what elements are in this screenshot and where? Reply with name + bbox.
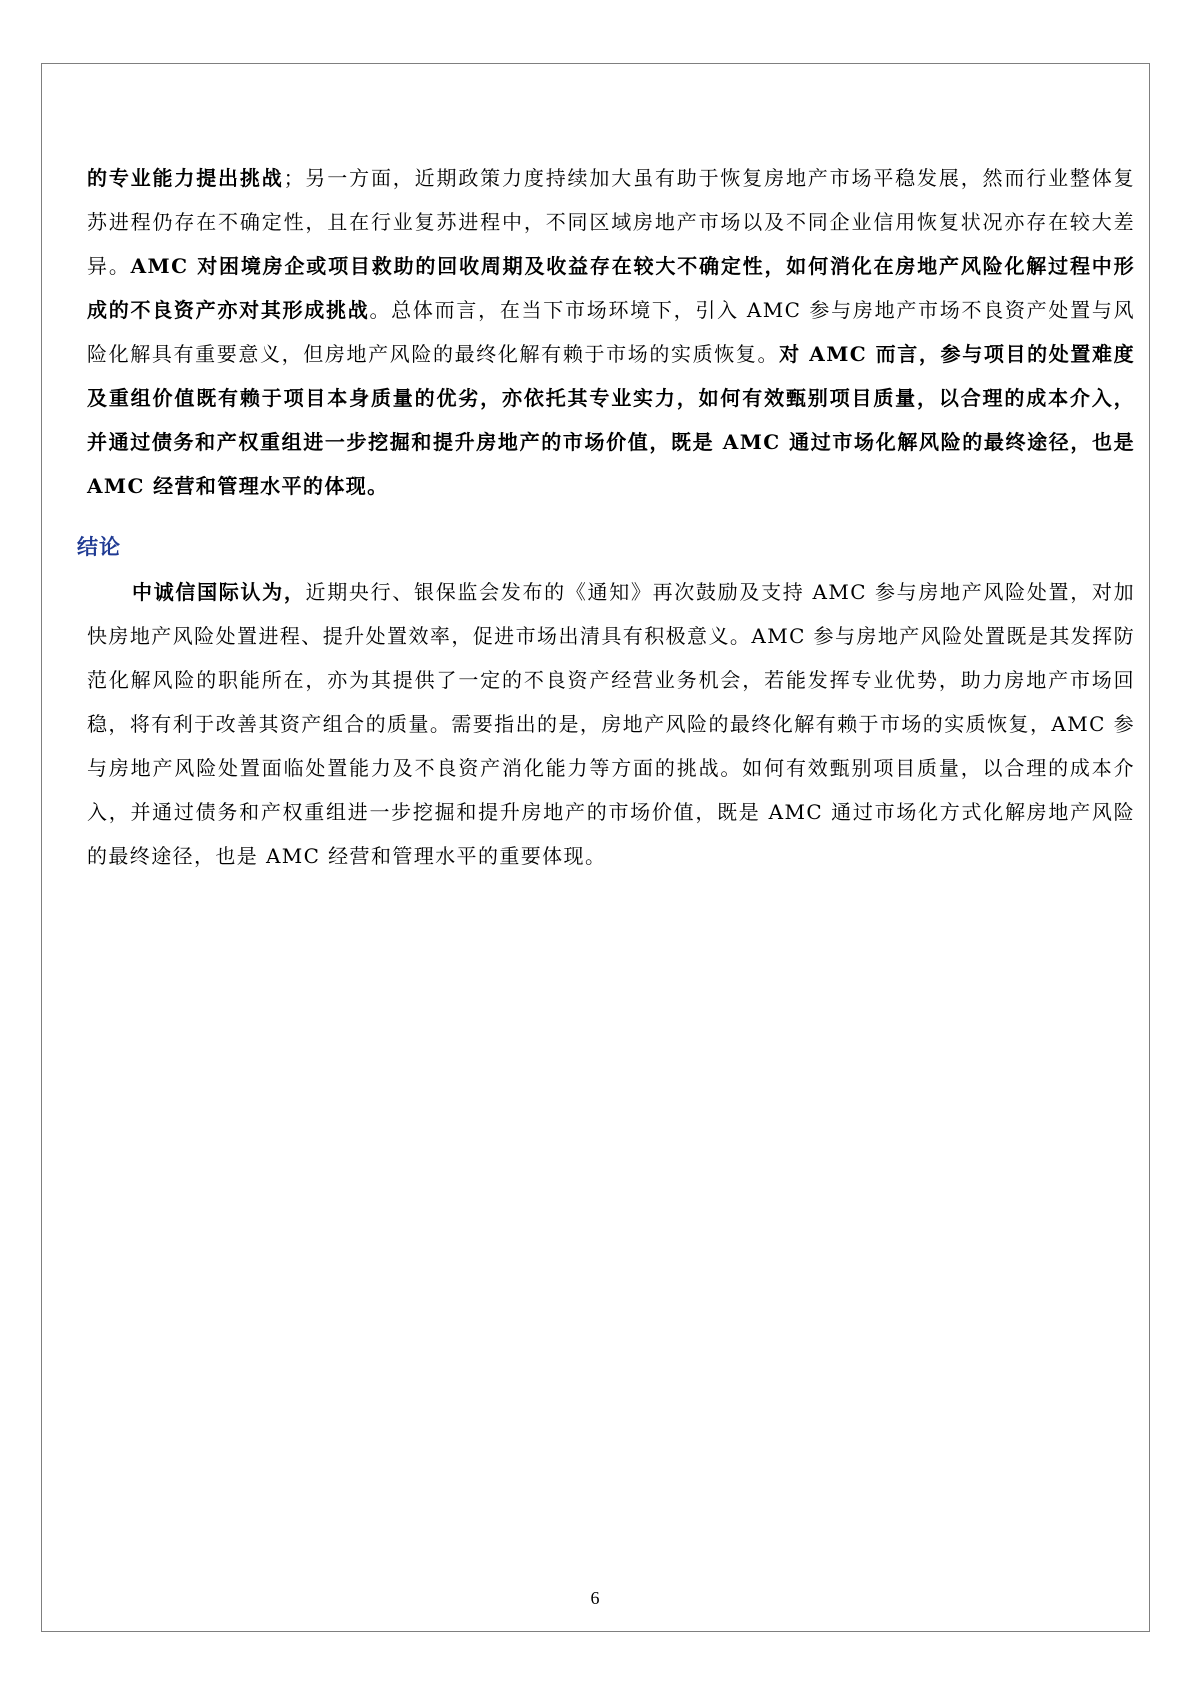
conclusion-lead: 中诚信国际认为， — [132, 580, 306, 604]
document-body — [77, 156, 1135, 878]
bold-sentence: 的专业能力提出挑战 — [87, 166, 284, 190]
paragraph-conclusion — [87, 570, 1135, 878]
body-text: ；另一方面，近期政策力度持续加大虽有助于恢复房地产市场平稳发展，然而行业整体复苏进程仍存在不确定性，且在行业复苏进程中，不同区域房地产市场以及不同企业信用恢复状况亦存在较大差异。 — [87, 166, 1135, 278]
body-text: 。总体而言，在当下市场环境下，引入 AMC 参与房地产市场不良资产处置与风险化解具有重要意义，但房地产风险的最终化解有赖于市场的实质恢复。 — [87, 298, 1135, 366]
bold-sentence: 对 AMC 而言，参与项目的处置难度及重组价值既有赖于项目本身质量的优劣，亦依托其专业实力，如何有效甄别项目质量，以合理的成本介入，并通过债务和产权重组进一步挖掘和提升房地产的市场价值，既是 AMC 通过市场化解风险的最终途径，也是 AMC 经营和管理水平的体现。 — [87, 342, 1135, 498]
bold-sentence: AMC 对困境房企或项目救助的回收周期及收益存在较大不确定性，如何消化在房地产风险化解过程中形成的不良资产亦对其形成挑战 — [87, 254, 1135, 322]
paragraph-risk-challenges — [87, 156, 1135, 508]
section-title-conclusion: 结论 — [77, 535, 121, 559]
conclusion-body: 近期央行、银保监会发布的《通知》再次鼓励及支持 AMC 参与房地产风险处置，对加快房地产风险处置进程、提升处置效率，促进市场出清具有积极意义。AMC 参与房地产风险处置既是其发挥防范化解风险的职能所在，亦为其提供了一定的不良资产经营业务机会，若能发挥专业优势，助力房地产市场回稳，将有利于改善其资产组合的质量。需要指出的是，房地产风险的最终化解有赖于市场的实质恢复，AMC 参与房地产风险处置面临处置能力及不良资产消化能力等方面的挑战。如何有效甄别项目质量，以合理的成本介入，并通过债务和产权重组进一步挖掘和提升房地产的市场价值，既是 AMC 通过市场化方式化解房地产风险的最终途径，也是 AMC 经营和管理水平的重要体现。 — [87, 580, 1135, 868]
page-number: 6 — [590, 1588, 600, 1608]
